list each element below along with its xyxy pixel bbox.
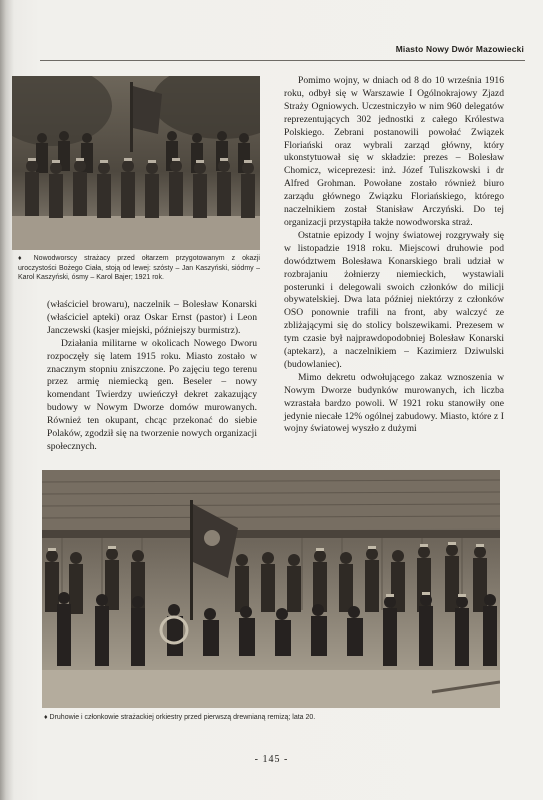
- paragraph: Pomimo wojny, w dniach od 8 do 10 września 1916 roku, odbył się w Warszawie I Ogólnokrajowy Zjazd Straży Ogniowych. Uczestniczyło w nim 960 delegatów reprezentujących 302 jednostki z całego Królestwa Polskiego. Zebrani postanowili powołać Związek Floriański oraz wybrali zarząd główny, który ukonstytuował się w składzie: prezes – Bolesław Chomicz, wiceprezesi: inż. Józef Tuliszkowski i dr Alfred Grohman. Powołane zostało również biuro zarządu głównego Związku Floriańskiego, którego naczelnikiem został Stanisław Arczyński. Do tej organizacji przystąpiła także nowodworska straż.: [284, 75, 504, 228]
- page-number: - 145 -: [254, 754, 289, 765]
- left-text-column: [47, 299, 257, 454]
- paragraph: Mimo dekretu odwołującego zakaz wznoszenia w Nowym Dworze budynków murowanych, ich liczba wzrastała bardzo powoli. W 1921 roku stanowiły one jedynie niecałe 12% ogólnej zabudowy. Miasto, które z I wojny światowej wyszło z dużymi: [284, 371, 504, 435]
- brigade-orchestra-photo: [42, 470, 500, 708]
- firefighters-altar-photo: [12, 76, 260, 250]
- running-header: Miasto Nowy Dwór Mazowiecki: [395, 44, 524, 54]
- photo-caption-top: ♦ Nowodworscy strażacy przed ołtarzem przygotowanym z okazji uroczystości Bożego Ciała, stoją od lewej: szósty – Jan Kaszyński, siódmy – Karol Kaszyński, ósmy – Karol Bajer; 1921 rok.: [18, 255, 260, 282]
- paragraph: (właściciel browaru), naczelnik – Bolesław Konarski (właściciel apteki) oraz Oskar Ernst (pastor) i Leon Janczewski (kasjer miejski, późniejszy burmistrz).: [47, 299, 257, 336]
- header-rule: [40, 60, 525, 61]
- photo-caption-bottom: ♦ Druhowie i członkowie strażackiej orkiestry przed pierwszą drewnianą remizą; lata 20.: [44, 714, 316, 721]
- right-text-column: [284, 75, 504, 436]
- paragraph: Działania militarne w okolicach Nowego Dworu rozpoczęły się latem 1915 roku. Miasto zostało w znacznym stopniu zniszczone. Po zajęciu tego terenu przez armię niemiecką gen. Beseler – nowy komendant Twierdzy uwieńczył dekret zakazujący budowy w Nowym Dworze domów murowanych. Również ten okupant, chcąc przekonać do siebie Polaków, zgodził się na tworzenie nowych organizacji społecznych.: [47, 337, 257, 452]
- paragraph: Ostatnie epizody I wojny światowej rozgrywały się w listopadzie 1918 roku. Miejscowi druhowie pod dowództwem Bolesława Konarskiego brali udział w rozbrajaniu żołnierzy niemieckich, wystawiali posterunki i delegowali swoich członków do milicji obywatelskiej. Dwa lata później niektórzy z członków OSO ponownie trafili na front, aby walczyć ze zbliżającymi się do stolicy bolszewikami. Prezesem w tym czasie był najprawdopodobniej Bolesław Konarski (aptekarz), a naczelnikiem – Kazimierz Dziwulski (budowlaniec).: [284, 229, 504, 370]
